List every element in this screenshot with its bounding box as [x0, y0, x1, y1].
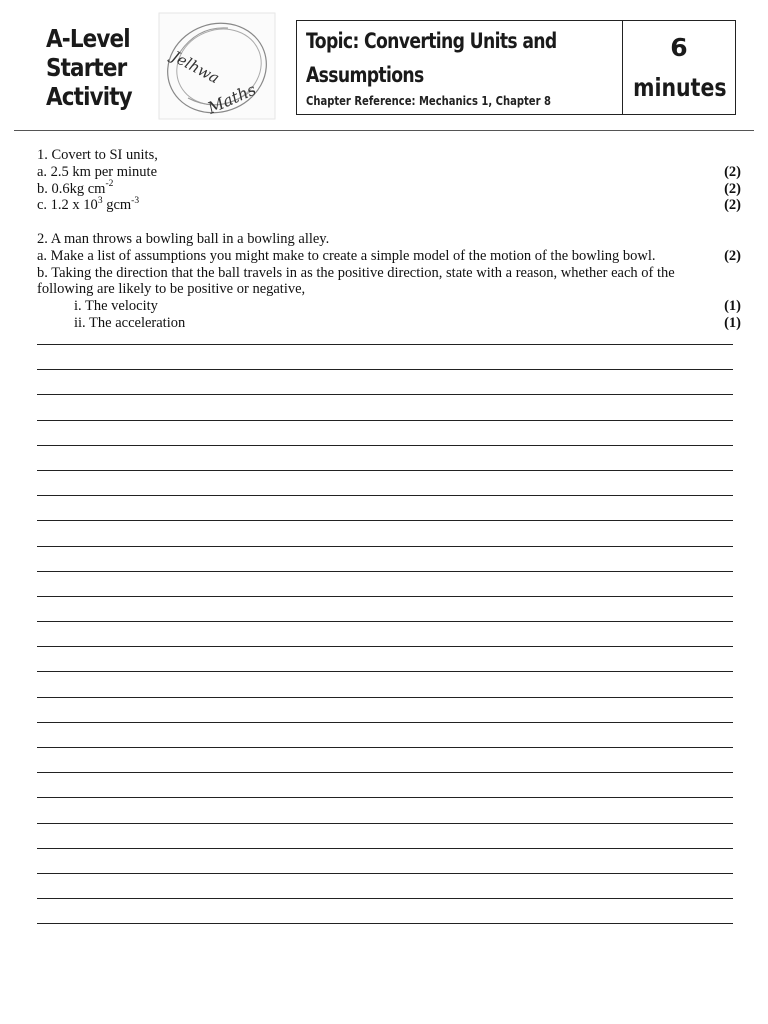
answer-line[interactable] [37, 597, 733, 622]
answer-line[interactable] [37, 874, 733, 899]
answer-lines [37, 344, 733, 924]
answer-line[interactable] [37, 395, 733, 420]
exponent: -3 [131, 195, 140, 206]
q2-part-b-line1: b. Taking the direction that the ball travels in as the positive direction, state with a reason, whether each of the [37, 264, 675, 281]
answer-line[interactable] [37, 798, 733, 823]
answer-line[interactable] [37, 849, 733, 874]
answer-line[interactable] [37, 547, 733, 572]
q2-part-a [37, 248, 741, 265]
q1-part-b [37, 178, 741, 198]
activity-title-line: Activity [46, 82, 132, 111]
q2-part-b-ii [37, 315, 741, 332]
marks-label: (1) [724, 314, 741, 331]
logo [158, 12, 276, 120]
q1-heading: 1. Covert to SI units, [37, 147, 158, 163]
topic-box [296, 20, 736, 115]
answer-line[interactable] [37, 446, 733, 471]
answer-line[interactable] [37, 899, 733, 924]
q2bii-text: ii. The acceleration [74, 314, 186, 331]
topic-cell [297, 21, 623, 114]
q2-part-b-line2: following are likely to be positive or negative, [37, 281, 306, 298]
q1-part-c [37, 197, 741, 214]
marks-label: (1) [724, 298, 741, 315]
answer-line[interactable] [37, 471, 733, 496]
q2bi-text: i. The velocity [74, 298, 158, 315]
answer-line[interactable] [37, 824, 733, 849]
answer-line[interactable] [37, 370, 733, 395]
answer-line[interactable] [37, 521, 733, 546]
topic-title: Topic: Converting Units and [306, 29, 557, 53]
marks-label: (2) [724, 197, 741, 214]
answer-line[interactable] [37, 622, 733, 647]
q1c-unit: gcm [102, 197, 132, 214]
q2a-text: a. Make a list of assumptions you might make to create a simple model of the motion of the bowling bowl. [37, 247, 656, 264]
header-divider [14, 130, 754, 131]
q2-part-b-i [37, 298, 741, 315]
q1-part-a [37, 164, 741, 181]
q1b-text: b. 0.6kg cm [37, 180, 106, 197]
time-unit: minutes [633, 73, 727, 102]
answer-line[interactable] [37, 421, 733, 446]
answer-line[interactable] [37, 647, 733, 672]
exponent: -2 [105, 178, 114, 189]
answer-line[interactable] [37, 672, 733, 697]
activity-title [46, 24, 146, 111]
topic-title-cont: Assumptions [306, 63, 424, 87]
marks-label: (2) [724, 247, 741, 264]
answer-line[interactable] [37, 773, 733, 798]
svg-text:Jelhwa: Jelhwa [168, 47, 223, 88]
marks-label: (2) [724, 163, 741, 180]
logo-mark-icon [158, 12, 276, 120]
svg-text:Maths: Maths [204, 79, 259, 118]
time-value: 6 [670, 33, 688, 62]
questions [37, 147, 741, 332]
answer-line[interactable] [37, 748, 733, 773]
answer-line[interactable] [37, 572, 733, 597]
activity-title-line: Starter [46, 53, 127, 82]
answer-line[interactable] [37, 698, 733, 723]
answer-line[interactable] [37, 723, 733, 748]
chapter-reference: Chapter Reference: Mechanics 1, Chapter 8 [306, 93, 551, 108]
q2-heading: 2. A man throws a bowling ball in a bowling alley. [37, 230, 330, 247]
q1c-text: c. 1.2 x 10 [37, 197, 98, 214]
answer-line[interactable] [37, 345, 733, 370]
exponent: 3 [97, 195, 103, 206]
activity-title-line: A-Level [46, 24, 130, 53]
q1a-text: a. 2.5 km per minute [37, 163, 158, 180]
answer-line[interactable] [37, 496, 733, 521]
time-cell [623, 21, 735, 114]
marks-label: (2) [724, 180, 741, 197]
